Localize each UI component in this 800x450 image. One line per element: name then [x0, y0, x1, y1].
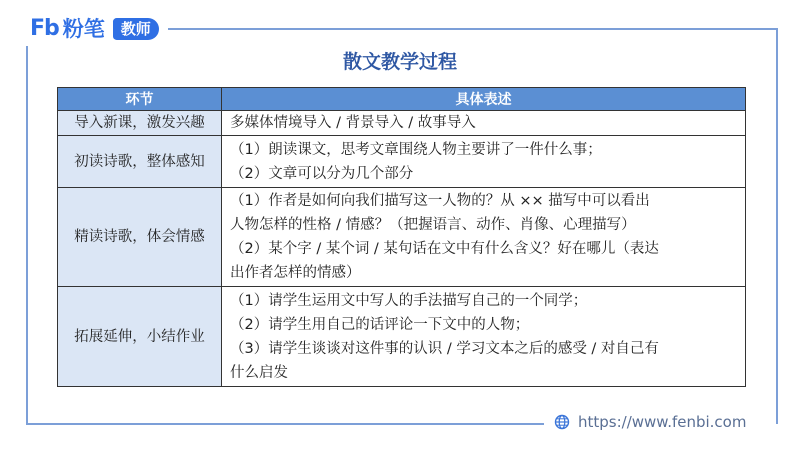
description-cell — [222, 287, 746, 387]
table-row — [58, 136, 746, 188]
website-footer — [554, 411, 746, 433]
description-line: （2）文章可以分为几个部分 — [230, 165, 414, 182]
page-title: 散文教学过程 — [342, 51, 457, 73]
logo-mark: Fb — [30, 16, 59, 41]
table-row — [58, 188, 746, 287]
table-row — [58, 287, 746, 387]
description-line: 人物怎样的性格 / 情感？（把握语言、动作、肖像、心理描写） — [230, 217, 636, 233]
stage-cell: 导入新课，激发兴趣 — [58, 111, 222, 136]
stage-cell: 拓展延伸，小结作业 — [58, 287, 222, 387]
description-line: （1）请学生运用文中写人的手法描写自己的一个同学； — [230, 292, 588, 309]
globe-icon — [554, 414, 570, 430]
description-line: 出作者怎样的情感） — [230, 265, 361, 281]
frame-top-line — [168, 28, 778, 30]
stage-cell: 初读诗歌，整体感知 — [58, 136, 222, 188]
brand-name: 粉笔 — [62, 17, 105, 41]
description-cell — [222, 111, 746, 136]
table-header-row — [58, 88, 746, 111]
description-line: （2）某个字 / 某个词 / 某句话在文中有什么含义？好在哪儿（表达 — [230, 241, 659, 257]
description-line: 什么启发 — [230, 364, 288, 381]
description-line: （3）请学生谈谈对这件事的认识 / 学习文本之后的感受 / 对自己有 — [230, 340, 659, 357]
column-header-description: 具体表述 — [222, 88, 746, 111]
teaching-process-table — [57, 87, 746, 387]
brand-badge: 教师 — [113, 18, 159, 40]
description-line: （1）作者是如何向我们描写这一人物的？从 ×× 描写中可以看出 — [230, 193, 650, 209]
frame-left-line — [26, 46, 28, 424]
description-line: （2）请学生用自己的话评论一下文中的人物； — [230, 316, 530, 333]
description-cell — [222, 136, 746, 188]
description-cell — [222, 188, 746, 287]
description-line: （1）朗读课文，思考文章围绕人物主要讲了一件什么事； — [230, 141, 602, 158]
frame-right-line — [776, 28, 778, 424]
description-line: 多媒体情境导入 / 背景导入 / 故事导入 — [230, 115, 476, 131]
brand-logo — [30, 16, 159, 42]
table-row — [58, 111, 746, 136]
column-header-stage: 环节 — [58, 88, 222, 111]
website-url[interactable]: https://www.fenbi.com — [578, 413, 747, 431]
stage-cell: 精读诗歌，体会情感 — [58, 188, 222, 287]
frame-bottom-line — [26, 423, 544, 425]
